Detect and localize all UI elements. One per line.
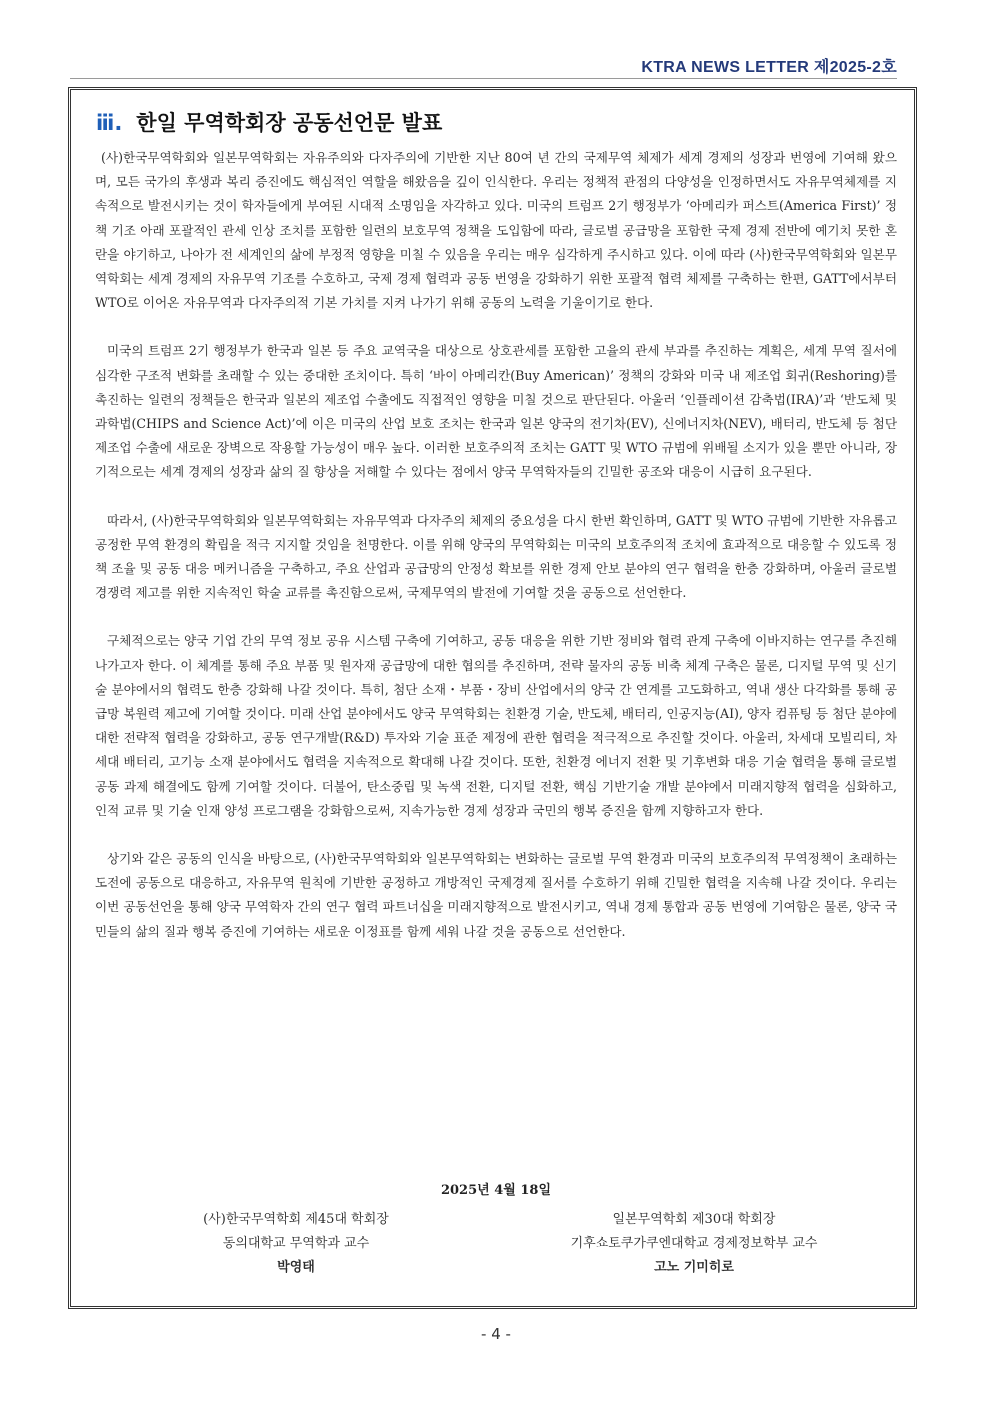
section-heading xyxy=(96,107,442,137)
section-title: 한일 무역학회장 공동선언문 발표 xyxy=(136,111,443,135)
signatory-japan xyxy=(494,1208,894,1280)
signatory-affiliation: 동의대학교 무역학과 교수 xyxy=(222,1236,370,1251)
page-number: - 4 - xyxy=(481,1325,511,1343)
signatory-korea xyxy=(96,1208,496,1280)
signatory-name: 박영태 xyxy=(277,1260,315,1275)
page-header xyxy=(70,50,897,79)
declaration-body xyxy=(95,146,897,968)
signatory-role: (사)한국무역학회 제45대 학회장 xyxy=(203,1212,389,1227)
declaration-date: 2025년 4월 18일 xyxy=(440,1183,552,1198)
signatory-affiliation: 기후쇼토쿠가쿠엔대학교 경제정보학부 교수 xyxy=(570,1236,818,1251)
signatory-role: 일본무역학회 제30대 학회장 xyxy=(612,1212,776,1227)
paragraph-2: 미국의 트럼프 2기 행정부가 한국과 일본 등 주요 교역국을 대상으로 상호관세를 포함한 고율의 관세 부과를 추진하는 계획은, 세계 무역 질서에 심각한 구조적 변화를 초래할 수 있는 중대한 조치이다. 특히 ‘바이 아메리칸(Buy American)’ 정책의 강화와 미국 내 제조업 회귀(Reshoring)를 촉진하는 일련의 정책들은 한국과 일본의 제조업 수출에도 직접적인 영향을 미칠 것으로 판단된다. 아울러 ‘인플레이션 감축법(IRA)’과 ‘반도체 및 과학법(CHIPS and Science Act)’에 이은 미국의 산업 보호 조치는 한국과 일본 양국의 전기차(EV), 신에너지차(NEV), 배터리, 반도체 등 첨단 제조업 수출에 새로운 장벽으로 작용할 가능성이 매우 높다. 이러한 보호주의적 조치는 GATT 및 WTO 규범에 위배될 소지가 있을 뿐만 아니라, 장기적으로는 세계 경제의 성장과 삶의 질 향상을 저해할 수 있다는 점에서 양국 무역학자들의 긴밀한 공조와 대응이 시급히 요구된다. xyxy=(95,343,897,480)
paragraph-4: 구체적으로는 양국 기업 간의 무역 정보 공유 시스템 구축에 기여하고, 공동 대응을 위한 기반 정비와 협력 관계 구축에 이바지하는 연구를 추진해 나가고자 한다. 이 체계를 통해 주요 부품 및 원자재 공급망에 대한 협의를 추진하며, 전략 물자의 공동 비축 체계 구축은 물론, 디지털 무역 및 신기술 분야에서의 협력도 한층 강화해 나갈 것이다. 특히, 첨단 소재・부품・장비 산업에서의 양국 간 연계를 고도화하고, 역내 생산 다각화를 통해 공급망 복원력 제고에 기여할 것이다. 미래 산업 분야에서도 양국 무역학회는 친환경 기술, 반도체, 배터리, 인공지능(AI), 양자 컴퓨팅 등 첨단 분야에 대한 전략적 협력을 강화하고, 공동 연구개발(R&D) 투자와 기술 표준 제정에 관한 협력을 적극적으로 추진할 것이다. 아울러, 차세대 모빌리티, 차세대 배터리, 고기능 소재 분야에서도 협력을 지속적으로 확대해 나갈 것이다. 또한, 친환경 에너지 전환 및 기후변화 대응 기술 협력을 통해 글로벌 공동 과제 해결에도 함께 기여할 것이다. 더불어, 탄소중립 및 녹색 전환, 디지털 전환, 핵심 기반기술 개발 분야에서 미래지향적 협력을 심화하고, 인적 교류 및 기술 인재 양성 프로그램을 강화함으로써, 지속가능한 경제 성장과 국민의 행복 증진을 함께 지향하고자 한다. xyxy=(95,633,897,818)
section-number: ⅲ. xyxy=(96,111,123,135)
paragraph-1: (사)한국무역학회와 일본무역학회는 자유주의와 다자주의에 기반한 지난 80여 년 간의 국제무역 체제가 세계 경제의 성장과 번영에 기여해 왔으며, 모든 국가의 후생과 복리 증진에도 핵심적인 역할을 해왔음을 깊이 인식한다. 우리는 정책적 관점의 다양성을 인정하면서도 자유무역체제를 지속적으로 발전시키는 것이 학자들에게 부여된 시대적 소명임을 자각하고 있다. 미국의 트럼프 2기 행정부가 ‘아메리카 퍼스트(America First)’ 정책 기조 아래 포괄적인 관세 인상 조치를 포함한 일련의 보호무역 정책을 도입함에 따라, 글로벌 공급망을 포함한 국제 경제 전반에 예기치 못한 혼란을 야기하고, 나아가 전 세계인의 삶에 부정적 영향을 미칠 수 있음을 우리는 매우 심각하게 주시하고 있다. 이에 따라 (사)한국무역학회와 일본무역학회는 세계 경제의 자유무역 기조를 수호하고, 국제 경제 협력과 공동 번영을 강화하기 위한 포괄적 협력 체제를 구축하는 한편, GATT에서부터 WTO로 이어온 자유무역과 다자주의적 기본 가치를 지켜 나가기 위해 공동의 노력을 기울이기로 한다. xyxy=(95,150,897,311)
paragraph-3: 따라서, (사)한국무역학회와 일본무역학회는 자유무역과 다자주의 체제의 중요성을 다시 한번 확인하며, GATT 및 WTO 규범에 기반한 자유롭고 공정한 무역 환경의 확립을 적극 지지할 것임을 천명한다. 이를 위해 양국의 무역학회는 미국의 보호주의적 조치에 효과적으로 대응할 수 있도록 정책 조율 및 공동 대응 메커니즘을 구축하고, 주요 산업과 공급망의 안정성 확보를 위한 경제 안보 분야의 연구 협력을 한층 강화하며, 아울러 글로벌 경쟁력 제고를 위한 지속적인 학술 교류를 촉진함으로써, 국제무역의 발전에 기여할 것을 공동으로 선언한다. xyxy=(95,512,897,601)
paragraph-5: 상기와 같은 공동의 인식을 바탕으로, (사)한국무역학회와 일본무역학회는 변화하는 글로벌 무역 환경과 미국의 보호주의적 무역정책이 초래하는 도전에 공동으로 대응하고, 자유무역 원칙에 기반한 공정하고 개방적인 국제경제 질서를 수호하기 위해 긴밀한 협력을 지속해 나갈 것이다. 우리는 이번 공동선언을 통해 양국 무역학자 간의 연구 협력 파트너십을 미래지향적으로 발전시키고, 역내 경제 통합과 공동 번영에 기여함은 물론, 양국 국민들의 삶의 질과 행복 증진에 기여하는 새로운 이정표를 함께 세워 나갈 것을 공동으로 선언한다. xyxy=(95,851,897,939)
newsletter-title: KTRA NEWS LETTER 제2025-2호 xyxy=(641,59,897,76)
signatory-name: 고노 기미히로 xyxy=(654,1260,734,1275)
